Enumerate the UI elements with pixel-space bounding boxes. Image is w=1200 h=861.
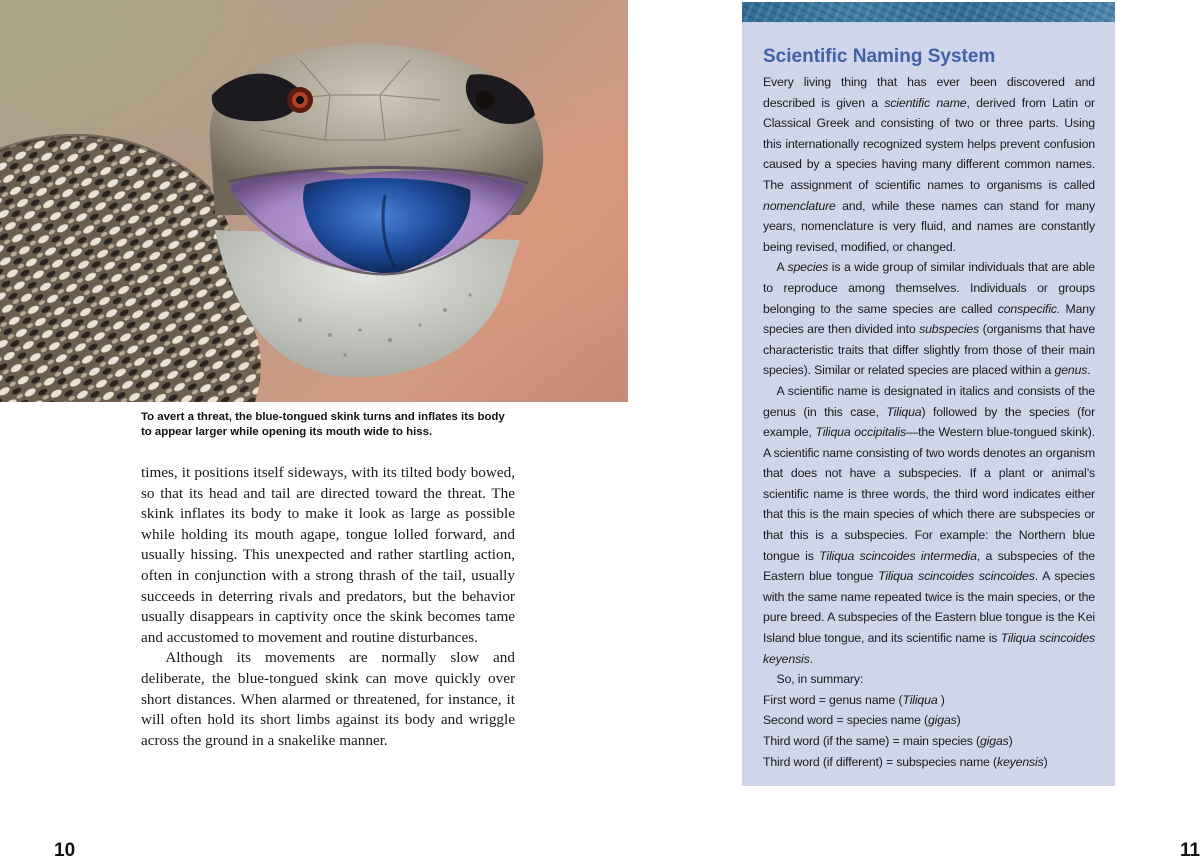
photo-caption-line-2: to appear larger while opening its mouth wide to hiss. <box>141 426 433 438</box>
blue-tongued-skink-photo-icon <box>0 0 628 402</box>
sidebar-paragraph-3: A scientific name is designated in italics and consists of the genus (in this case, Tiliqua) followed by the species (for example, Tiliqua occipitalis—the Western blue-tongued skink). A scientific name consisting of two words denotes an organism that does not have a subspecies. If a plant or animal’s scientific name is three words, the third word indicates either that this is the main species of which there are subspecies or that this is a subspecies. For example: the Northern blue tongue is Tiliqua scincoides intermedia, a subspecies of the Eastern blue tongue Tiliqua scincoides scincoides. A species with the same name repeated twice is the main species, or the pure breed. A subspecies of the Eastern blue tongue is the Kei Island blue tongue, and its scientific name is Tiliqua scincoides keyensis. <box>763 383 1096 666</box>
left-paragraph-2: Although its movements are normally slow and deliberate, the blue-tongued skink can move quickly over short distances. When alarmed or threatened, for instance, it will often hold its short limbs against its body and wriggle across the ground in a snakelike manner. <box>141 649 515 749</box>
summary-line-third-word-same: Third word (if the same) = main species (gigas) <box>763 734 1013 748</box>
summary-intro: So, in summary: <box>776 672 864 687</box>
sidebar-title: Scientific Naming System <box>763 46 996 67</box>
skink-photo <box>0 0 628 402</box>
photo-caption-line-1: To avert a threat, the blue-tongued skink turns and inflates its body <box>141 411 505 423</box>
left-paragraph-1: times, it positions itself sideways, with its tilted body bowed, so that its head and tail are directed toward the threat. The skink inflates its body to make it look as large as possible while holding its mouth agape, tongue lolled forward, and usually hissing. This unexpected and rather startling action, often in conjunction with a strong thrash of the tail, usually succeeds in deterring rivals and predators, but the behavior usually disappears in captivity once the skink becomes tame and accustomed to movement and routine disturbances. <box>141 464 515 646</box>
summary-line-first-word: First word = genus name (Tiliqua ) <box>763 692 945 707</box>
photo-caption <box>141 410 541 440</box>
page-number-right: 11 <box>1180 840 1200 861</box>
sidebar-text <box>763 72 1095 772</box>
scientific-naming-sidebar <box>742 2 1115 786</box>
page-number-left: 10 <box>54 840 76 861</box>
sidebar-paragraph-2: A species is a wide group of similar individuals that are able to reproduce among themselves. Individuals or groups belonging to the same species are called conspecific. Many species are then divided into subspecies (organisms that have characteristic traits that differ slightly from those of their main species). Similar or related species are placed within a genus. <box>763 260 1096 378</box>
summary-line-second-word: Second word = species name (gigas) <box>763 713 961 728</box>
left-body-text <box>141 463 515 751</box>
sidebar-paragraph-1: Every living thing that has ever been discovered and described is given a scientific name, derived from Latin or Classical Greek and consisting of two or three parts. Using this internationally recognized system helps prevent confusion caused by a species having many different common names. The assignment of scientific names to organisms is called nomenclature and, while these names can stand for many years, nomenclature is very fluid, and names are constantly being revised, modified, or changed. <box>763 75 1095 254</box>
sidebar-banner <box>742 2 1115 22</box>
summary-line-third-word-different: Third word (if different) = subspecies name (keyensis) <box>763 754 1048 769</box>
